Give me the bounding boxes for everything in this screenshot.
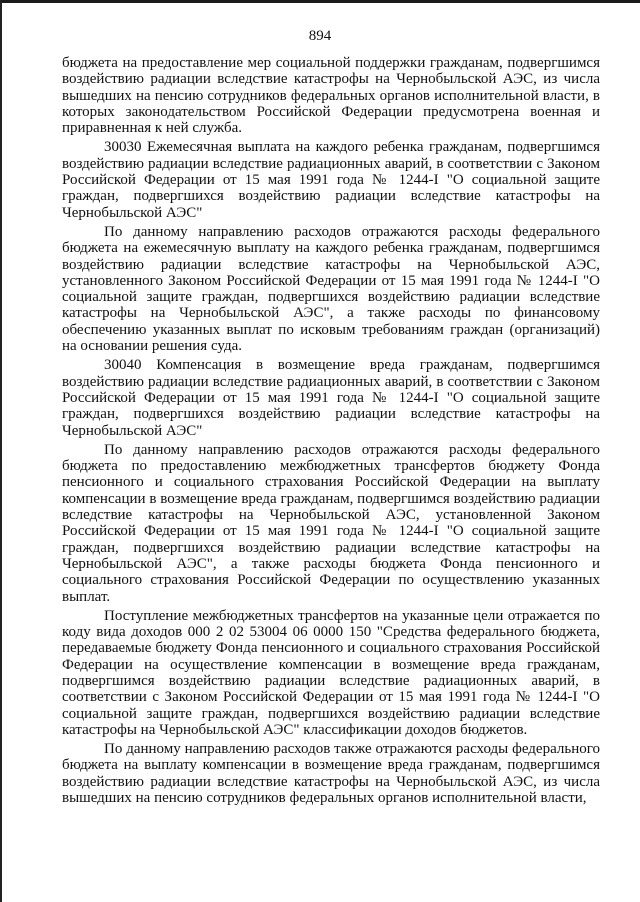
paragraph: По данному направлению расходов отражаются расходы федерального бюджета на ежемесячную выплату на каждого ребенка гражданам, подвергшимся воздействию радиации вследствие катастрофы на Чернобыльской АЭС, установленного Законом Российской Федерации от 15 мая 1991 года № 1244-I "О социальной защите граждан, подвергшихся воздействию радиации вследствие катастрофы на Чернобыльской АЭС", а также расходы по финансовому обеспечению указанных выплат по исковым требованиям граждан (организаций) на основании решения суда. [62, 223, 600, 355]
paragraph: По данному направлению расходов отражаются расходы федерального бюджета по предоставлению межбюджетных трансфертов бюджету Фонда пенсионного и социального страхования Российской Федерации на выплату компенсации в возмещение вреда гражданам, подвергшимся воздействию радиации вследствие катастрофы на Чернобыльской АЭС, установленной Законом Российской Федерации от 15 мая 1991 года № 1244-I "О социальной защите граждан, подвергшихся воздействию радиации вследствие катастрофы на Чернобыльской АЭС", а также расходы бюджета Фонда пенсионного и социального страхования Российской Федерации по осуществлению указанных выплат. [62, 441, 600, 605]
paragraph: бюджета на предоставление мер социальной поддержки гражданам, подвергшимся воздействию радиации вследствие катастрофы на Чернобыльской АЭС, из числа вышедших на пенсию сотрудников федеральных органов исполнительной власти, в которых законодательством Российской Федерации предусмотрена военная и приравненная к ней служба. [62, 55, 600, 137]
document-body [62, 55, 600, 809]
paragraph: 30040 Компенсация в возмещение вреда гражданам, подвергшимся воздействию радиации вследствие радиационных аварий, в соответствии с Законом Российской Федерации от 15 мая 1991 года № 1244-I "О социальной защите граждан, подвергшихся воздействию радиации вследствие катастрофы на Чернобыльской АЭС" [62, 357, 600, 439]
page-number: 894 [308, 28, 332, 44]
paragraph: Поступление межбюджетных трансфертов на указанные цели отражается по коду вида доходов 000 2 02 53004 06 0000 150 "Средства федерального бюджета, передаваемые бюджету Фонда пенсионного и социального страхования Российской Федерации на осуществление компенсации в возмещение вреда гражданам, подвергшимся воздействию радиации вследствие радиационных аварий, в соответствии с Законом Российской Федерации от 15 мая 1991 года № 1244-I "О социальной защите граждан, подвергшихся воздействию радиации вследствие катастрофы на Чернобыльской АЭС" классификации доходов бюджетов. [62, 607, 600, 738]
paragraph: По данному направлению расходов также отражаются расходы федерального бюджета на выплату компенсации в возмещение вреда гражданам, подвергшимся воздействию радиации вследствие катастрофы на Чернобыльской АЭС, из числа вышедших на пенсию сотрудников федеральных органов исполнительной власти, [62, 741, 600, 807]
scan-edge-left [0, 0, 2, 902]
paragraph: 30030 Ежемесячная выплата на каждого ребенка гражданам, подвергшимся воздействию радиации вследствие радиационных аварий, в соответствии с Законом Российской Федерации от 15 мая 1991 года № 1244-I "О социальной защите граждан, подвергшихся воздействию радиации вследствие катастрофы на Чернобыльской АЭС" [62, 139, 600, 221]
scan-edge-top [0, 0, 640, 3]
